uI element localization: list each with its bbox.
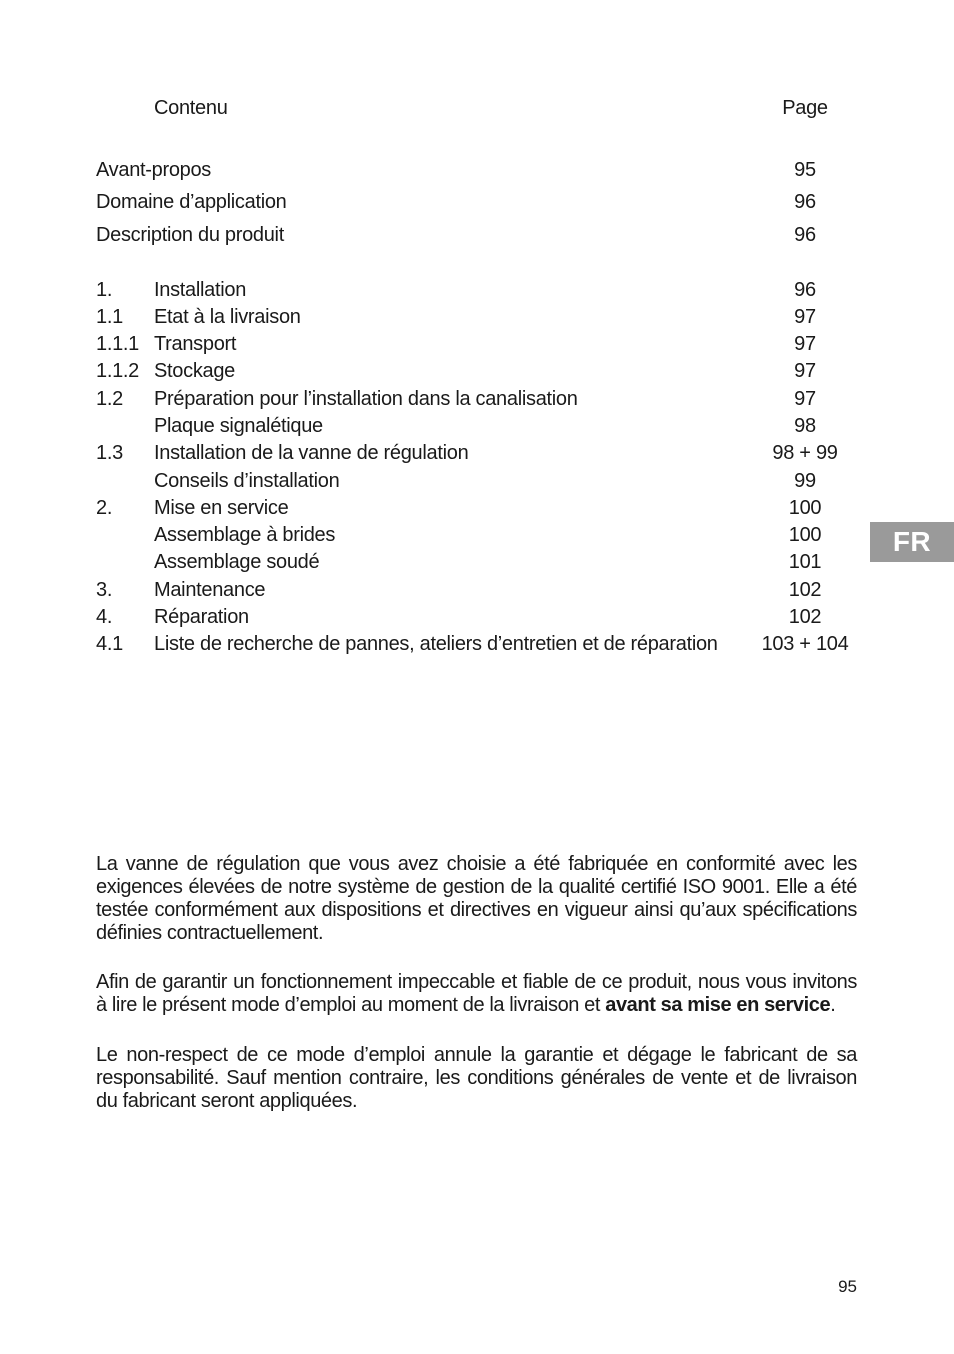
- toc-entry: [0, 279, 954, 305]
- toc-entry: [0, 415, 954, 441]
- toc-title: Contenu: [154, 97, 228, 119]
- toc-entry-number: 3.: [96, 579, 113, 601]
- toc-entry-page: 96: [794, 279, 816, 301]
- toc-entry: [0, 606, 954, 632]
- toc-entry-number: 1.: [96, 279, 113, 301]
- toc-entry-number: 1.1.2: [96, 360, 139, 382]
- toc-entry-page: 97: [794, 333, 816, 355]
- toc-entry-title: Avant-propos: [96, 159, 211, 181]
- toc-entry-number: 2.: [96, 497, 113, 519]
- toc-entry-page: 96: [794, 224, 816, 246]
- toc-entry-number: 1.1.1: [96, 333, 139, 355]
- toc-entry-page: 98: [794, 415, 816, 437]
- toc-entry-scope: [0, 191, 954, 217]
- foreword-text-end: .: [830, 994, 836, 1016]
- toc-entry-title: Mise en service: [154, 497, 289, 519]
- toc-entry: [0, 333, 954, 359]
- toc-entry-title: Transport: [154, 333, 237, 355]
- toc-entry: [0, 360, 954, 386]
- toc-entry-page: 102: [788, 606, 822, 628]
- toc-entry-title: Assemblage à brides: [154, 524, 336, 546]
- toc-entry-number: 4.1: [96, 633, 123, 655]
- toc-entry-number: 1.3: [96, 442, 123, 464]
- toc-entry: [0, 579, 954, 605]
- language-tab: FR: [870, 522, 954, 562]
- toc-entry-title: Assemblage soudé: [154, 551, 320, 573]
- toc-page-label: Page: [782, 97, 828, 119]
- toc-entry-page: 98 + 99: [772, 442, 838, 464]
- toc-entry-title: Liste de recherche de pannes, ateliers d’entretien et de réparation: [154, 633, 718, 655]
- toc-entry-title: Description du produit: [96, 224, 284, 246]
- foreword-emphasis: avant sa mise en service: [605, 994, 831, 1016]
- toc-entry-page: 101: [788, 551, 822, 573]
- toc-entry: [0, 497, 954, 523]
- toc-entry-page: 97: [794, 306, 816, 328]
- toc-entry-title: Etat à la livraison: [154, 306, 301, 328]
- toc-entry-number: 4.: [96, 606, 113, 628]
- toc-entry-title: Installation: [154, 279, 247, 301]
- foreword-text: Afin de garantir un fonctionnement impeccable et fiable de ce produit, nous vous invitons à lire le présent mode d’emploi au moment de la livraison et: [96, 971, 857, 1016]
- toc-header: [0, 97, 954, 123]
- toc-entry-foreword: [0, 159, 954, 185]
- toc-entry: [0, 551, 954, 577]
- toc-entry-number: 1.1: [96, 306, 123, 328]
- page-number: 95: [838, 1277, 857, 1296]
- toc-entry-page: 97: [794, 360, 816, 382]
- toc-entry-title: Installation de la vanne de régulation: [154, 442, 469, 464]
- toc-entry-title: Maintenance: [154, 579, 266, 601]
- toc-entry-number: 1.2: [96, 388, 123, 410]
- toc-entry-title: Réparation: [154, 606, 249, 628]
- toc-entry: [0, 633, 954, 659]
- toc-entry-title: Domaine d’application: [96, 191, 287, 213]
- foreword-paragraph-instructions: [96, 971, 857, 1017]
- toc-entry-page: 100: [788, 497, 822, 519]
- toc-entry: [0, 470, 954, 496]
- toc-entry-description: [0, 224, 954, 250]
- toc-entry: [0, 524, 954, 550]
- toc-entry-page: 102: [788, 579, 822, 601]
- foreword-paragraph-quality: La vanne de régulation que vous avez choisie a été fabriquée en conformité avec les exigences élevées de notre système de gestion de la qualité certifié ISO 9001. Elle a été testée conformément aux dispositions et directives en vigueur ainsi qu’aux spécifications définies contractuellement.: [96, 853, 857, 944]
- toc-entry-page: 97: [794, 388, 816, 410]
- toc-entry: [0, 388, 954, 414]
- toc-entry: [0, 306, 954, 332]
- toc-entry-title: Préparation pour l’installation dans la canalisation: [154, 388, 578, 410]
- toc-entry-title: Conseils d’installation: [154, 470, 340, 492]
- toc-entry-page: 96: [794, 191, 816, 213]
- toc-entry-page: 95: [794, 159, 816, 181]
- toc-entry-title: Plaque signalétique: [154, 415, 323, 437]
- toc-entry: [0, 442, 954, 468]
- toc-entry-page: 99: [794, 470, 816, 492]
- toc-entry-title: Stockage: [154, 360, 235, 382]
- toc-entry-page: 103 + 104: [761, 633, 849, 655]
- foreword-paragraph-warranty: Le non-respect de ce mode d’emploi annule la garantie et dégage le fabricant de sa responsabilité. Sauf mention contraire, les conditions générales de vente et de livraison du fabricant seront appliquées.: [96, 1044, 857, 1112]
- toc-entry-page: 100: [788, 524, 822, 546]
